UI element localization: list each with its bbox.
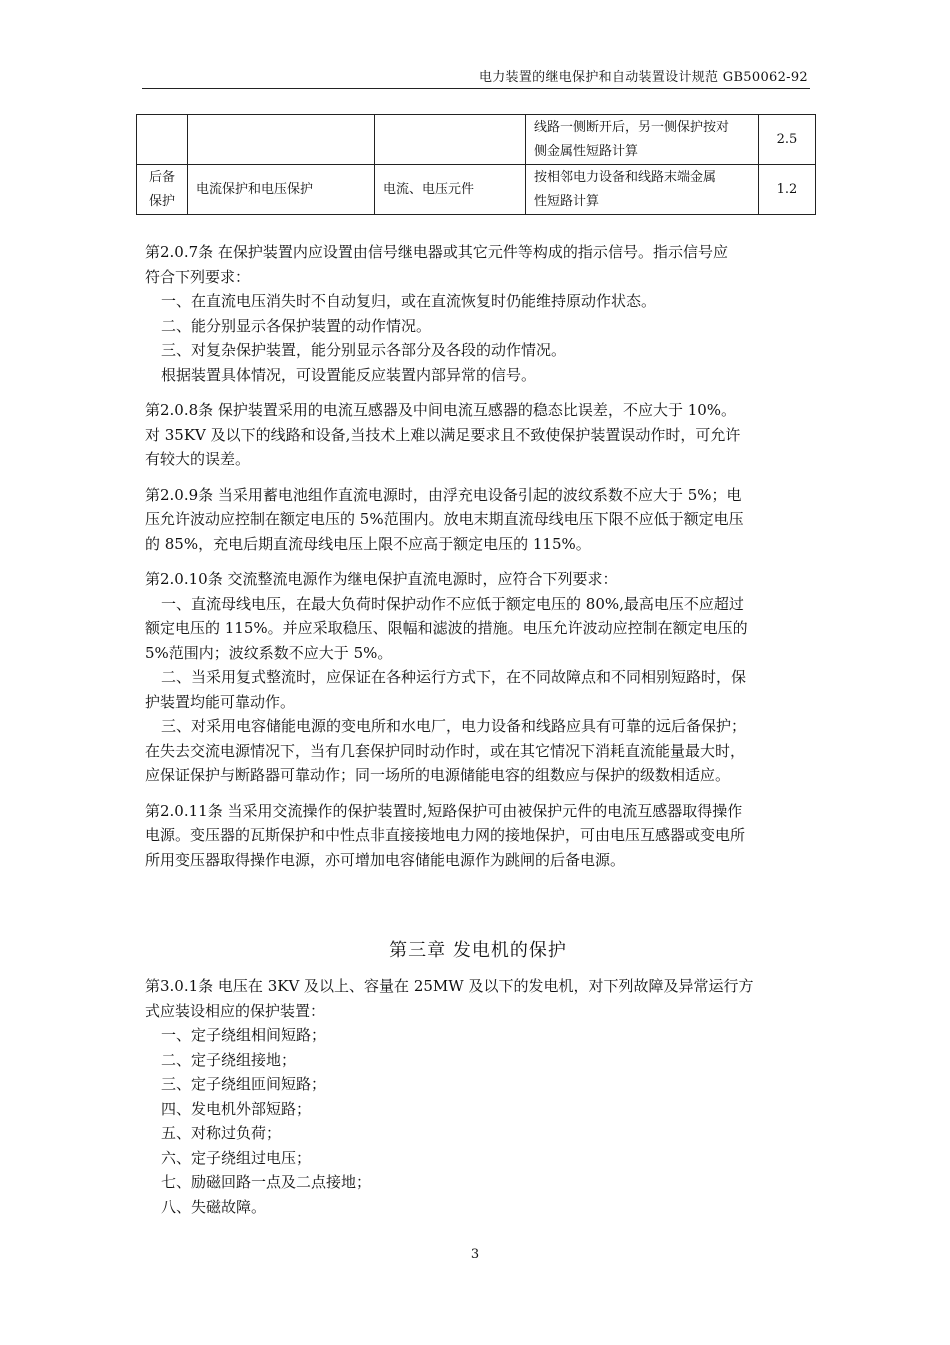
clause-line: 式应装设相应的保护装置： xyxy=(145,1001,326,1020)
clause-line: 第3.0.1条 电压在 3KV 及以上、容量在 25MW 及以下的发电机，对下列故障及异常运行方 xyxy=(145,977,754,995)
protection-table xyxy=(136,114,816,215)
clause-line: 有较大的误差。 xyxy=(145,450,251,468)
table-row xyxy=(137,115,816,165)
clause-item: 根据装置具体情况，可设置能反应装置内部异常的信号。 xyxy=(161,365,537,384)
table-cell: 电流、电压元件 xyxy=(375,165,526,215)
table-row xyxy=(137,165,816,215)
table-cell xyxy=(188,115,375,165)
list-item: 四、发电机外部短路； xyxy=(161,1099,312,1118)
clause-item: 一、直流母线电压，在最大负荷时保护动作不应低于额定电压的 80%,最高电压不应超过 xyxy=(161,594,744,613)
clause-line: 第2.0.8条 保护装置采用的电流互感器及中间电流互感器的稳态比误差，不应大于 10%。 xyxy=(145,401,737,419)
list-item: 二、定子绕组接地； xyxy=(161,1050,297,1069)
cell-line: 线路一侧断开后，另一侧保护按对 xyxy=(534,119,730,135)
list-item: 三、定子绕组匝间短路； xyxy=(161,1075,327,1093)
clause-item: 二、当采用复式整流时，应保证在各种运行方式下，在不同故障点和不同相别短路时，保 xyxy=(161,668,747,686)
clause-line: 符合下列要求： xyxy=(145,267,251,286)
page-number: 3 xyxy=(470,1247,480,1262)
clause-line: 额定电压的 115%。并应采取稳压、限幅和滤波的措施。电压允许波动应控制在额定电压的 xyxy=(145,619,748,637)
list-item: 一、定子绕组相间短路； xyxy=(161,1026,327,1044)
table-cell: 电流保护和电压保护 xyxy=(188,165,375,215)
table-cell xyxy=(526,115,759,165)
clause-line: 第2.0.9条 当采用蓄电池组作直流电源时，由浮充电设备引起的波纹系数不应大于 5%；电 xyxy=(145,485,742,504)
table-cell xyxy=(375,115,526,165)
clause-item: 一、在直流电压消失时不自动复归，或在直流恢复时仍能维持原动作状态。 xyxy=(161,292,657,310)
running-header xyxy=(142,60,810,89)
list-item: 五、对称过负荷； xyxy=(161,1124,282,1142)
clause-line: 的 85%，充电后期直流母线电压上限不应高于额定电压的 115%。 xyxy=(145,534,591,553)
table-cell-value: 2.5 xyxy=(759,115,816,165)
list-item: 六、定子绕组过电压； xyxy=(161,1148,312,1167)
chapter-title: 第三章 发电机的保护 xyxy=(389,940,567,961)
header-title: 电力装置的继电保护和自动装置设计规范 GB50062-92 xyxy=(478,70,808,85)
table-cell xyxy=(137,165,188,215)
clause-line: 所用变压器取得操作电源，亦可增加电容储能电源作为跳闸的后备电源。 xyxy=(145,850,626,869)
clause-item: 三、对采用电容储能电源的变电所和水电厂，电力设备和线路应具有可靠的远后备保护； xyxy=(161,717,747,735)
cell-line: 保护 xyxy=(148,193,175,209)
clause-line: 应保证保护与断路器可靠动作；同一场所的电源储能电容的组数应与保护的级数相适应。 xyxy=(145,766,731,784)
clause-item: 三、对复杂保护装置，能分别显示各部分及各段的动作情况。 xyxy=(161,341,567,359)
list-item: 七、励磁回路一点及二点接地； xyxy=(161,1173,372,1191)
clause-line: 第2.0.10条 交流整流电源作为继电保护直流电源时，应符合下列要求： xyxy=(145,570,618,588)
clause-line: 对 35KV 及以下的线路和设备,当技术上难以满足要求且不致使保护装置误动作时，可允许 xyxy=(145,425,741,444)
clause-item: 二、能分别显示各保护装置的动作情况。 xyxy=(161,316,432,335)
table-cell xyxy=(526,165,759,215)
list-item: 八、失磁故障。 xyxy=(161,1197,267,1216)
clause-line: 第2.0.11条 当采用交流操作的保护装置时,短路保护可由被保护元件的电流互感器取得操作 xyxy=(145,801,743,820)
clause-line: 在失去交流电源情况下，当有几套保护同时动作时，或在其它情况下消耗直流能量最大时， xyxy=(145,741,746,760)
cell-line: 侧金属性短路计算 xyxy=(534,143,639,159)
clause-line: 电源。变压器的瓦斯保护和中性点非直接接地电力网的接地保护，可由电压互感器或变电所 xyxy=(145,826,746,844)
cell-line: 按相邻电力设备和线路末端金属 xyxy=(534,169,717,185)
body-text xyxy=(145,240,811,872)
clause-line: 5%范围内；波纹系数不应大于 5%。 xyxy=(145,643,393,662)
clause-line: 压允许波动应控制在额定电压的 5%范围内。放电末期直流母线电压下限不应低于额定电压 xyxy=(145,510,744,528)
clause-line: 第2.0.7条 在保护装置内应设置由信号继电器或其它元件等构成的指示信号。指示信号应 xyxy=(145,243,728,261)
table-cell-value: 1.2 xyxy=(759,165,816,215)
cell-line: 后备 xyxy=(148,169,175,185)
cell-line: 性短路计算 xyxy=(534,193,600,209)
chapter-body xyxy=(145,974,811,1219)
clause-line: 护装置均能可靠动作。 xyxy=(145,692,296,711)
table-cell xyxy=(137,115,188,165)
